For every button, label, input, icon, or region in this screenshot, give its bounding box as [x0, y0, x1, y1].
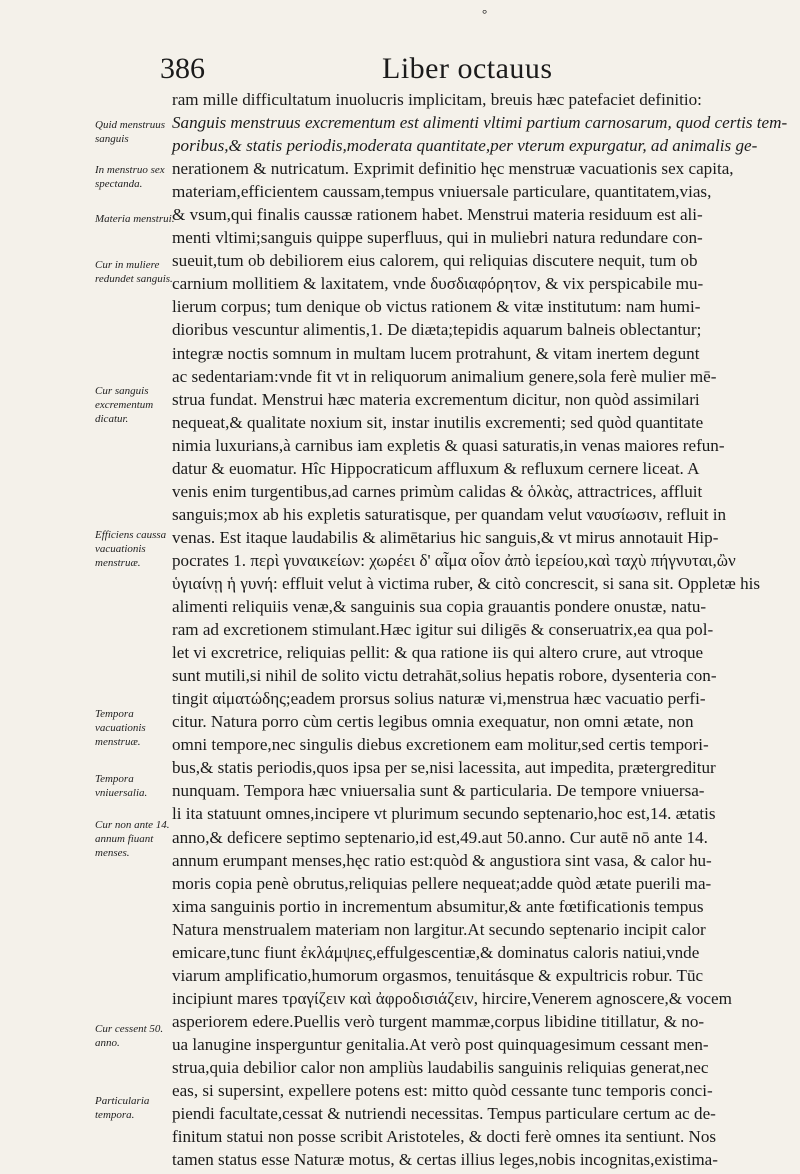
text-line: ὑγιαίνῃ ἡ γυνή: effluit velut à victima ruber, & citò concrescit, si sana sit. Oppletæ his — [172, 573, 761, 593]
margin-note: Efficiens caussa vacuationis menstruæ. — [95, 529, 167, 569]
text-line: eas, si supersint, expellere potens est: mitto quòd cessante tunc temporis conci- — [172, 1081, 713, 1101]
text-line: ac sedentariam:vnde fit vt in reliquorum animalium genere,sola ferè mulier mē- — [172, 366, 717, 386]
text-line: tingit αἱματώδης;eadem prorsus solius naturæ vi,menstrua hæc vacuatio perfi- — [172, 689, 706, 709]
text-line: Sanguis menstruus excrementum est alimenti vltimi partium carnosarum, quod certis tem- — [172, 113, 788, 133]
text-line: sueuit,tum ob debiliorem eius calorem, qui reliquias discutere nequit, tum ob — [172, 251, 698, 271]
margin-note: Tempora vniuersalia. — [95, 773, 148, 799]
body-text — [172, 88, 788, 1171]
top-mark: ° — [482, 6, 488, 21]
margin-note: Materia menstrui. — [95, 213, 175, 225]
text-line: dioribus vescuntur alimentis,1. De diæta;tepidis aquarum balneis oblectantur; — [172, 320, 702, 340]
margin-note: Particularia tempora. — [95, 1095, 150, 1121]
text-line: pocrates 1. περὶ γυναικείων: χωρέει δ' αἷμα οἷον ἀπὸ ἱερείου,καὶ ταχὺ πήγνυται,ὢν — [172, 550, 736, 570]
text-line: & vsum,qui finalis caussæ rationem habet. Menstrui materia residuum est ali- — [172, 205, 703, 225]
text-line: venas. Est itaque laudabilis & alimētarius hic sanguis,& vt mirus annotauit Hip- — [172, 527, 719, 547]
text-line: xima sanguinis portio in incrementum absumitur,& ante fœtificationis tempus — [172, 896, 704, 916]
text-line: omni tempore,nec singulis diebus excretionem eam molitur,sed certis tempori- — [172, 735, 709, 755]
text-line: sanguis;mox ab his expletis saturatisque, per quandam velut ναυσίωσιν, refluit in — [172, 504, 727, 524]
text-line: nimia luxurians,à carnibus iam expletis & quasi saturatis,in venas maiores refun- — [172, 435, 725, 455]
text-line: viarum amplificatio,humorum orgasmos, tenuitásque & expultricis robur. Tūc — [172, 965, 704, 985]
page-number: 386 — [160, 52, 205, 85]
text-line: nequeat,& qualitate noxium sit, instar inutilis excrementi; sed quòd quantitate — [172, 412, 704, 432]
text-line: ua lanugine insperguntur genitalia.At verò post quinquagesimum cessant men- — [172, 1034, 709, 1054]
margin-note: Quid menstruus sanguis — [95, 119, 165, 145]
text-line: citur. Natura porro cùm certis legibus omnia exequatur, non omni ætate, non — [172, 712, 694, 732]
margin-note: In menstruo sex spectanda. — [95, 164, 165, 190]
text-line: emicare,tunc fiunt ἐκλάμψιες,effulgescentiæ,& dominatus caloris natiui,vnde — [172, 942, 700, 962]
margin-note: Cur in muliere redundet sanguis. — [95, 259, 173, 285]
text-line: nunquam. Tempora hæc vniuersalia sunt & particularia. De tempore vniuersa- — [172, 781, 705, 801]
text-line: poribus,& statis periodis,moderata quantitate,per vterum expurgatur, ad animalis ge- — [172, 136, 758, 156]
text-line: sunt mutili,si nihil de solito victu detrahāt,solius hepatis robore, dysenteria con- — [172, 666, 717, 686]
text-line: strua fundat. Menstrui hæc materia excrementum dicitur, non quòd assimilari — [172, 389, 700, 409]
text-line: let vi excretrice, reliquias pellit: & qua ratione iis qui altero crure, aut vtroque — [172, 643, 704, 663]
margin-note: Cur non ante 14. annum fiuant menses. — [95, 819, 170, 859]
text-line: venis enim turgentibus,ad carnes primùm calidas & ὁλκὰς, attractrices, affluit — [172, 481, 703, 501]
text-line: menti vltimi;sanguis quippe superfluus, qui in muliebri natura redundare con- — [172, 228, 703, 248]
text-line: datur & euomatur. Hîc Hippocraticum affluxum & refluxum cernere liceat. A — [172, 458, 700, 478]
text-line: tamen status esse Naturæ motus, & certas illius leges,nobis incognitas,existima- — [172, 1150, 718, 1170]
text-line: materiam,efficientem caussam,tempus vniuersale particulare, quantitatem,vias, — [172, 182, 712, 202]
text-line: ram ad excretionem stimulant.Hæc igitur sui diligēs & conseruatrix,ea qua pol- — [172, 620, 714, 640]
text-line: integræ noctis somnum in multam lucem protrahunt, & vitam inertem degunt — [172, 343, 700, 363]
text-line: alimenti reliquiis venæ,& sanguinis sua copia grauantis pondere onustæ, natu- — [172, 597, 707, 617]
margin-note: Tempora vacuationis menstruæ. — [95, 708, 146, 748]
text-line: lierum corpus; tum denique ob victus rationem & vitæ institutum: nam humi- — [172, 297, 701, 317]
text-line: carnium mollitiem & laxitatem, vnde δυσδιαφόρητον, & vix perspicabile mu- — [172, 274, 704, 294]
text-line: incipiunt mares τραγίζειν καὶ ἀφροδισιάζειν, hircire,Venerem agnoscere,& vocem — [172, 988, 732, 1008]
page-header — [160, 52, 780, 92]
margin-note: Cur cessent 50. anno. — [95, 1023, 164, 1049]
text-line: ram mille difficultatum inuolucris implicitam, breuis hæc patefaciet definitio: — [172, 90, 702, 109]
text-line: Natura menstrualem materiam non largitur.At secundo septenario incipit calor — [172, 919, 706, 939]
text-line: annum erumpant menses,hęc ratio est:quòd & angustiora sint vasa, & calor hu- — [172, 850, 712, 870]
text-line: nerationem & nutricatum. Exprimit definitio hęc menstruæ vacuationis sex capita, — [172, 159, 734, 179]
text-line: asperiorem edere.Puellis verò turgent mammæ,corpus libidine titillatur, & no- — [172, 1011, 705, 1031]
running-title: Liber octauus — [382, 52, 553, 85]
text-line: anno,& deficere septimo septenario,id est,49.aut 50.anno. Cur autē nō ante 14. — [172, 827, 708, 847]
text-line: li ita statuunt omnes,incipere vt plurimum secundo septenario,hoc est,14. ætatis — [172, 804, 716, 824]
text-line: strua,quia debilior calor non ampliùs laudabilis sanguinis reliquias generat,nec — [172, 1057, 709, 1077]
text-line: finitum statui non posse scribit Aristoteles, & docti ferè omnes ita sentiunt. Nos — [172, 1127, 717, 1147]
text-line: bus,& statis periodis,quos ipsa per se,nisi lacessita, aut impedita, prætergreditur — [172, 758, 716, 778]
text-line: piendi facultate,cessat & nutriendi necessitas. Tempus particulare certum ac de- — [172, 1104, 716, 1124]
text-line: moris copia penè obrutus,reliquias pellere nequeat;adde quòd ætate puerili ma- — [172, 873, 712, 893]
margin-note: Cur sanguis excrementum dicatur. — [95, 385, 154, 425]
